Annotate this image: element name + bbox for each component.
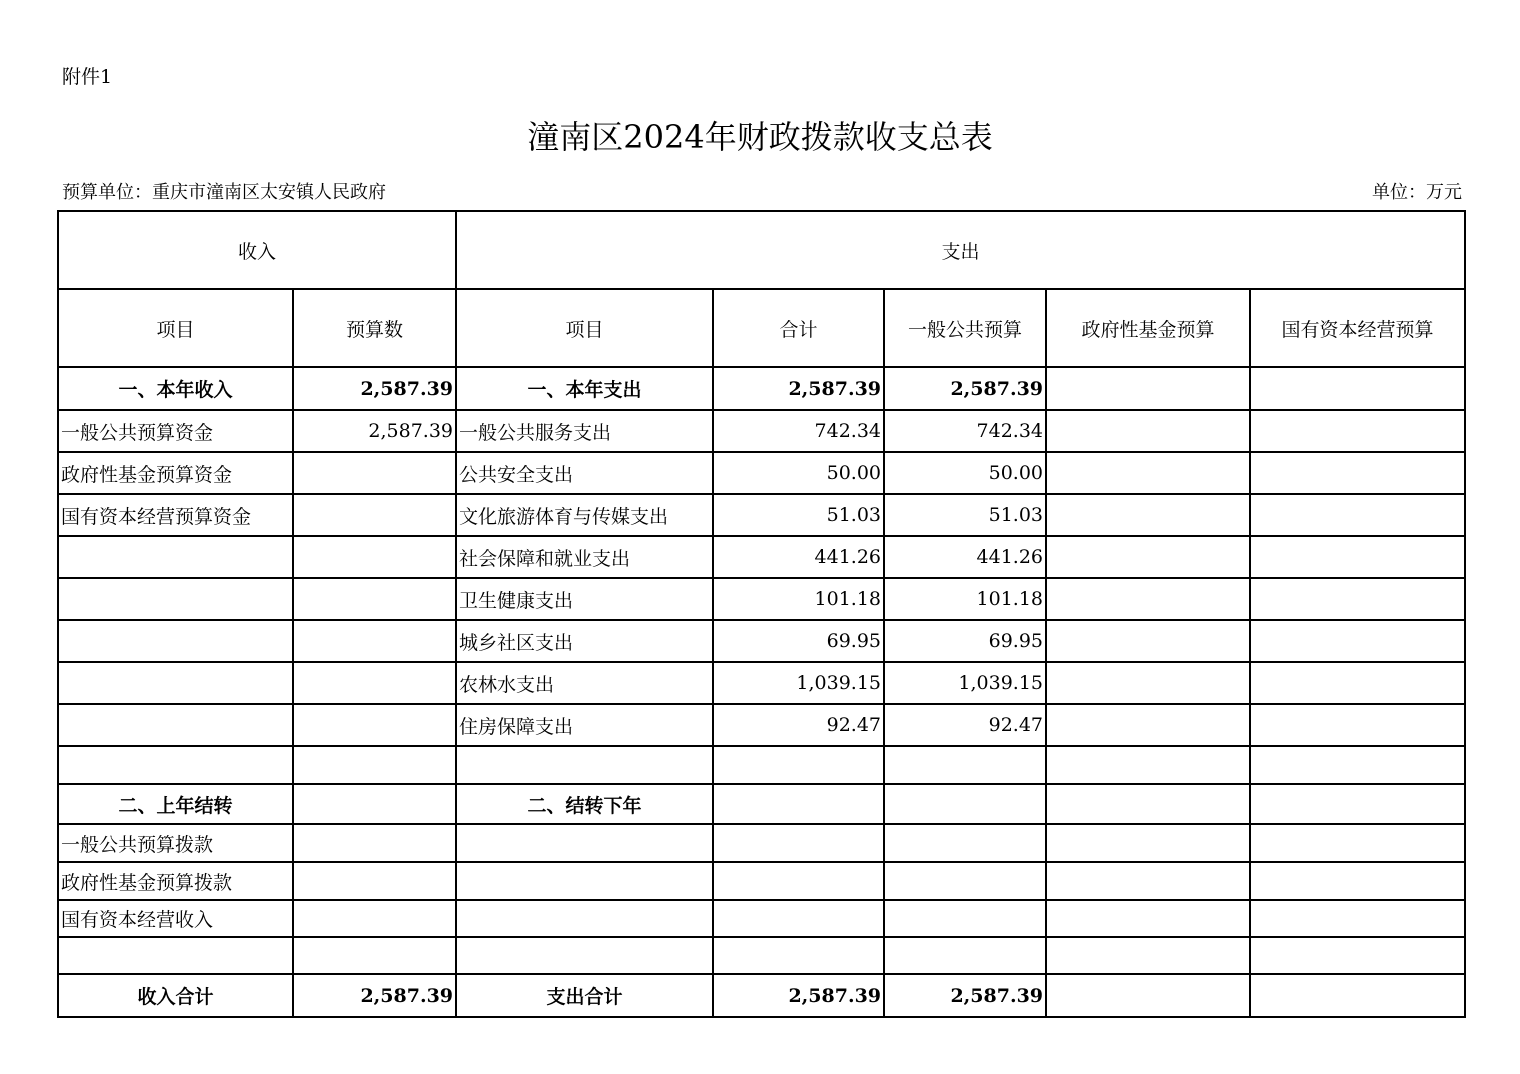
cell-fund-budget — [1046, 974, 1250, 1017]
cell-expense-item: 公共安全支出 — [456, 452, 713, 494]
cell-income-budget — [293, 494, 456, 536]
cell-income-budget — [293, 784, 456, 824]
cell-expense-item: 农林水支出 — [456, 662, 713, 704]
cell-total — [713, 937, 884, 974]
cell-expense-item: 一、本年支出 — [456, 367, 713, 410]
cell-general-budget: 2,587.39 — [884, 367, 1046, 410]
table-row — [58, 974, 1465, 1017]
cell-income-item — [58, 536, 293, 578]
col-state-capital-budget: 国有资本经营预算 — [1250, 289, 1465, 367]
cell-income-item — [58, 704, 293, 746]
cell-fund-budget — [1046, 862, 1250, 900]
cell-state-capital-budget — [1250, 620, 1465, 662]
cell-income-item: 国有资本经营预算资金 — [58, 494, 293, 536]
col-income-item: 项目 — [58, 289, 293, 367]
cell-general-budget: 441.26 — [884, 536, 1046, 578]
col-expense-item: 项目 — [456, 289, 713, 367]
cell-income-item — [58, 662, 293, 704]
cell-income-item — [58, 620, 293, 662]
cell-state-capital-budget — [1250, 704, 1465, 746]
cell-income-item — [58, 937, 293, 974]
cell-state-capital-budget — [1250, 662, 1465, 704]
cell-expense-item: 城乡社区支出 — [456, 620, 713, 662]
cell-total — [713, 746, 884, 784]
cell-income-budget — [293, 862, 456, 900]
cell-income-budget — [293, 578, 456, 620]
cell-total: 1,039.15 — [713, 662, 884, 704]
col-income-budget: 预算数 — [293, 289, 456, 367]
cell-expense-item: 一般公共服务支出 — [456, 410, 713, 452]
table-row — [58, 937, 1465, 974]
cell-income-budget — [293, 746, 456, 784]
cell-general-budget: 742.34 — [884, 410, 1046, 452]
cell-expense-item: 支出合计 — [456, 974, 713, 1017]
cell-general-budget: 1,039.15 — [884, 662, 1046, 704]
col-fund-budget: 政府性基金预算 — [1046, 289, 1250, 367]
table-row — [58, 662, 1465, 704]
table-row — [58, 784, 1465, 824]
cell-state-capital-budget — [1250, 746, 1465, 784]
cell-general-budget — [884, 862, 1046, 900]
cell-total: 101.18 — [713, 578, 884, 620]
cell-income-item: 国有资本经营收入 — [58, 900, 293, 937]
cell-income-budget: 2,587.39 — [293, 367, 456, 410]
col-total: 合计 — [713, 289, 884, 367]
cell-general-budget: 2,587.39 — [884, 974, 1046, 1017]
cell-income-item: 一般公共预算拨款 — [58, 824, 293, 862]
cell-total: 50.00 — [713, 452, 884, 494]
table-row — [58, 862, 1465, 900]
cell-total — [713, 824, 884, 862]
expense-header: 支出 — [456, 211, 1465, 289]
cell-fund-budget — [1046, 784, 1250, 824]
table-row — [58, 900, 1465, 937]
cell-income-item — [58, 578, 293, 620]
cell-general-budget: 50.00 — [884, 452, 1046, 494]
cell-state-capital-budget — [1250, 494, 1465, 536]
cell-total: 51.03 — [713, 494, 884, 536]
cell-fund-budget — [1046, 900, 1250, 937]
cell-state-capital-budget — [1250, 824, 1465, 862]
cell-income-budget: 2,587.39 — [293, 410, 456, 452]
cell-state-capital-budget — [1250, 578, 1465, 620]
cell-general-budget: 101.18 — [884, 578, 1046, 620]
cell-state-capital-budget — [1250, 937, 1465, 974]
cell-state-capital-budget — [1250, 900, 1465, 937]
cell-total — [713, 900, 884, 937]
cell-expense-item — [456, 862, 713, 900]
cell-income-item: 收入合计 — [58, 974, 293, 1017]
cell-income-budget — [293, 536, 456, 578]
cell-state-capital-budget — [1250, 367, 1465, 410]
cell-fund-budget — [1046, 452, 1250, 494]
cell-general-budget: 69.95 — [884, 620, 1046, 662]
cell-total: 441.26 — [713, 536, 884, 578]
cell-general-budget: 92.47 — [884, 704, 1046, 746]
cell-total: 2,587.39 — [713, 367, 884, 410]
cell-total — [713, 784, 884, 824]
cell-expense-item — [456, 746, 713, 784]
cell-income-budget — [293, 704, 456, 746]
cell-expense-item: 二、结转下年 — [456, 784, 713, 824]
cell-expense-item — [456, 824, 713, 862]
cell-income-item: 一、本年收入 — [58, 367, 293, 410]
cell-expense-item: 文化旅游体育与传媒支出 — [456, 494, 713, 536]
cell-total — [713, 862, 884, 900]
cell-fund-budget — [1046, 704, 1250, 746]
cell-fund-budget — [1046, 536, 1250, 578]
table-row — [58, 704, 1465, 746]
table-row — [58, 494, 1465, 536]
cell-general-budget: 51.03 — [884, 494, 1046, 536]
cell-income-budget — [293, 452, 456, 494]
cell-expense-item — [456, 900, 713, 937]
col-general-budget: 一般公共预算 — [884, 289, 1046, 367]
cell-fund-budget — [1046, 620, 1250, 662]
cell-income-item: 一般公共预算资金 — [58, 410, 293, 452]
cell-fund-budget — [1046, 494, 1250, 536]
cell-expense-item: 社会保障和就业支出 — [456, 536, 713, 578]
cell-general-budget — [884, 937, 1046, 974]
cell-income-budget — [293, 900, 456, 937]
cell-fund-budget — [1046, 937, 1250, 974]
cell-income-budget — [293, 662, 456, 704]
table-row — [58, 620, 1465, 662]
cell-state-capital-budget — [1250, 974, 1465, 1017]
cell-income-budget: 2,587.39 — [293, 974, 456, 1017]
cell-state-capital-budget — [1250, 410, 1465, 452]
table-row — [58, 452, 1465, 494]
cell-general-budget — [884, 784, 1046, 824]
cell-income-item: 政府性基金预算拨款 — [58, 862, 293, 900]
cell-state-capital-budget — [1250, 784, 1465, 824]
cell-fund-budget — [1046, 824, 1250, 862]
currency-unit: 单位：万元 — [1372, 182, 1462, 203]
cell-income-item: 二、上年结转 — [58, 784, 293, 824]
attachment-label: 附件1 — [62, 66, 113, 88]
cell-income-budget — [293, 620, 456, 662]
cell-income-item: 政府性基金预算资金 — [58, 452, 293, 494]
table-row — [58, 536, 1465, 578]
cell-income-budget — [293, 824, 456, 862]
budget-table — [57, 210, 1466, 1018]
cell-fund-budget — [1046, 367, 1250, 410]
cell-total: 92.47 — [713, 704, 884, 746]
cell-general-budget — [884, 824, 1046, 862]
cell-general-budget — [884, 900, 1046, 937]
table-row — [58, 367, 1465, 410]
cell-general-budget — [884, 746, 1046, 784]
cell-income-item — [58, 746, 293, 784]
cell-expense-item: 住房保障支出 — [456, 704, 713, 746]
cell-fund-budget — [1046, 746, 1250, 784]
cell-state-capital-budget — [1250, 452, 1465, 494]
cell-expense-item: 卫生健康支出 — [456, 578, 713, 620]
cell-state-capital-budget — [1250, 862, 1465, 900]
cell-total: 742.34 — [713, 410, 884, 452]
cell-state-capital-budget — [1250, 536, 1465, 578]
cell-total: 2,587.39 — [713, 974, 884, 1017]
page-title: 潼南区2024年财政拨款收支总表 — [527, 118, 993, 156]
cell-expense-item — [456, 937, 713, 974]
table-row — [58, 824, 1465, 862]
cell-fund-budget — [1046, 578, 1250, 620]
cell-fund-budget — [1046, 410, 1250, 452]
table-row — [58, 746, 1465, 784]
cell-income-budget — [293, 937, 456, 974]
cell-fund-budget — [1046, 662, 1250, 704]
table-row — [58, 578, 1465, 620]
cell-total: 69.95 — [713, 620, 884, 662]
budget-unit: 预算单位：重庆市潼南区太安镇人民政府 — [62, 182, 386, 203]
income-header: 收入 — [58, 211, 456, 289]
table-row — [58, 410, 1465, 452]
